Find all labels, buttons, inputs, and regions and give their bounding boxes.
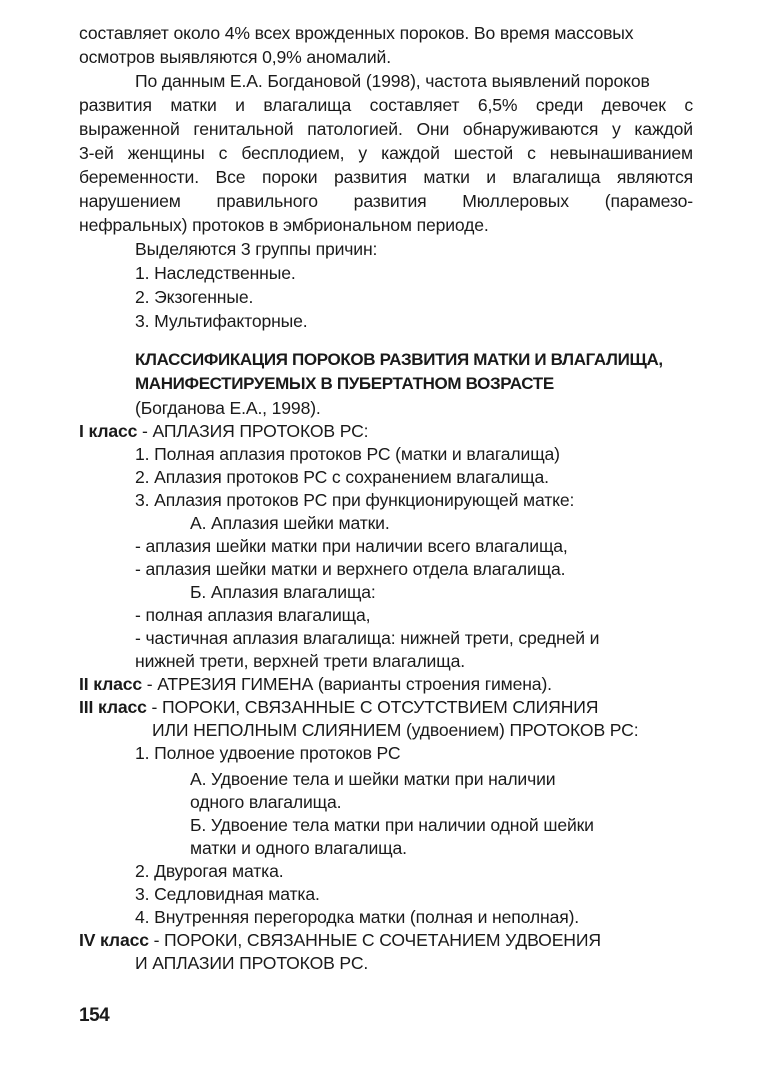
class-1-heading [79, 419, 368, 443]
paragraph-line: выраженной генитальной патологией. Они обнаруживаются у каждой [79, 119, 693, 139]
cause-item: 2. Экзогенные. [135, 287, 254, 307]
class-3-heading [79, 695, 598, 719]
subgroup-a: А. Аплазия шейки матки. [190, 513, 390, 533]
sub-item: - аплазия шейки матки при наличии всего влагалища, [135, 536, 568, 556]
class-item: 4. Внутренняя перегородка матки (полная и неполная). [135, 907, 580, 927]
subgroup-b: Б. Удвоение тела матки при наличии одной шейки [190, 815, 594, 835]
paragraph-line: 3-ей женщины с бесплодием, у каждой шестой с невынашиванием [79, 143, 693, 163]
class-item: 1. Полное удвоение протоков РС [135, 743, 401, 763]
subgroup-b: матки и одного влагалища. [190, 838, 407, 858]
class-4-title-cont: И АПЛАЗИИ ПРОТОКОВ РС. [135, 953, 369, 973]
class-2-label: II класс [79, 674, 143, 694]
cause-item: 3. Мультифакторные. [135, 311, 308, 331]
class-3-title-cont: ИЛИ НЕПОЛНЫМ СЛИЯНИЕМ (удвоением) ПРОТОКОВ РС: [152, 720, 639, 740]
class-1-title: - АПЛАЗИЯ ПРОТОКОВ РС: [137, 421, 369, 441]
cause-item: 1. Наследственные. [135, 263, 296, 283]
class-3-title: - ПОРОКИ, СВЯЗАННЫЕ С ОТСУТСТВИЕМ СЛИЯНИЯ [146, 697, 599, 717]
paragraph-line: нарушением правильного развития Мюллеровых (парамезо- [79, 191, 693, 211]
class-item: 1. Полная аплазия протоков РС (матки и влагалища) [135, 444, 560, 464]
paragraph-line: осмотров выявляются 0,9% аномалий. [79, 47, 391, 67]
paragraph-line: нефральных) протоков в эмбриональном периоде. [79, 215, 489, 235]
class-4-heading [79, 928, 601, 952]
class-2-title: - АТРЕЗИЯ ГИМЕНА (варианты строения гимена). [142, 674, 552, 694]
class-item: 2. Аплазия протоков РС с сохранением влагалища. [135, 467, 549, 487]
sub-item: нижней трети, верхней трети влагалища. [135, 651, 465, 671]
section-heading: КЛАССИФИКАЦИЯ ПОРОКОВ РАЗВИТИЯ МАТКИ И ВЛАГАЛИЩА, [135, 350, 663, 369]
class-2-heading [79, 672, 552, 696]
class-3-label: III класс [79, 697, 147, 717]
class-item: 3. Аплазия протоков РС при функционирующей матке: [135, 490, 575, 510]
paragraph-line: По данным Е.А. Богдановой (1998), частота выявлений пороков [135, 71, 650, 91]
class-item: 3. Седловидная матка. [135, 884, 320, 904]
sub-item: - аплазия шейки матки и верхнего отдела влагалища. [135, 559, 566, 579]
sub-item: - частичная аплазия влагалища: нижней трети, средней и [135, 628, 600, 648]
section-heading: МАНИФЕСТИРУЕМЫХ В ПУБЕРТАТНОМ ВОЗРАСТЕ [135, 374, 554, 393]
causes-intro: Выделяются 3 группы причин: [135, 239, 378, 259]
class-1-label: I класс [79, 421, 138, 441]
subgroup-a: А. Удвоение тела и шейки матки при наличии [190, 769, 556, 789]
paragraph-line: составляет около 4% всех врожденных пороков. Во время массовых [79, 23, 634, 43]
page-number: 154 [79, 1005, 110, 1026]
heading-source: (Богданова Е.А., 1998). [135, 398, 321, 418]
sub-item: - полная аплазия влагалища, [135, 605, 371, 625]
paragraph-line: развития матки и влагалища составляет 6,5% среди девочек с [79, 95, 693, 115]
class-4-label: IV класс [79, 930, 149, 950]
class-4-title: - ПОРОКИ, СВЯЗАННЫЕ С СОЧЕТАНИЕМ УДВОЕНИЯ [148, 930, 601, 950]
class-item: 2. Двурогая матка. [135, 861, 284, 881]
subgroup-b: Б. Аплазия влагалища: [190, 582, 376, 602]
subgroup-a: одного влагалища. [190, 792, 342, 812]
paragraph-line: беременности. Все пороки развития матки и влагалища являются [79, 167, 693, 187]
